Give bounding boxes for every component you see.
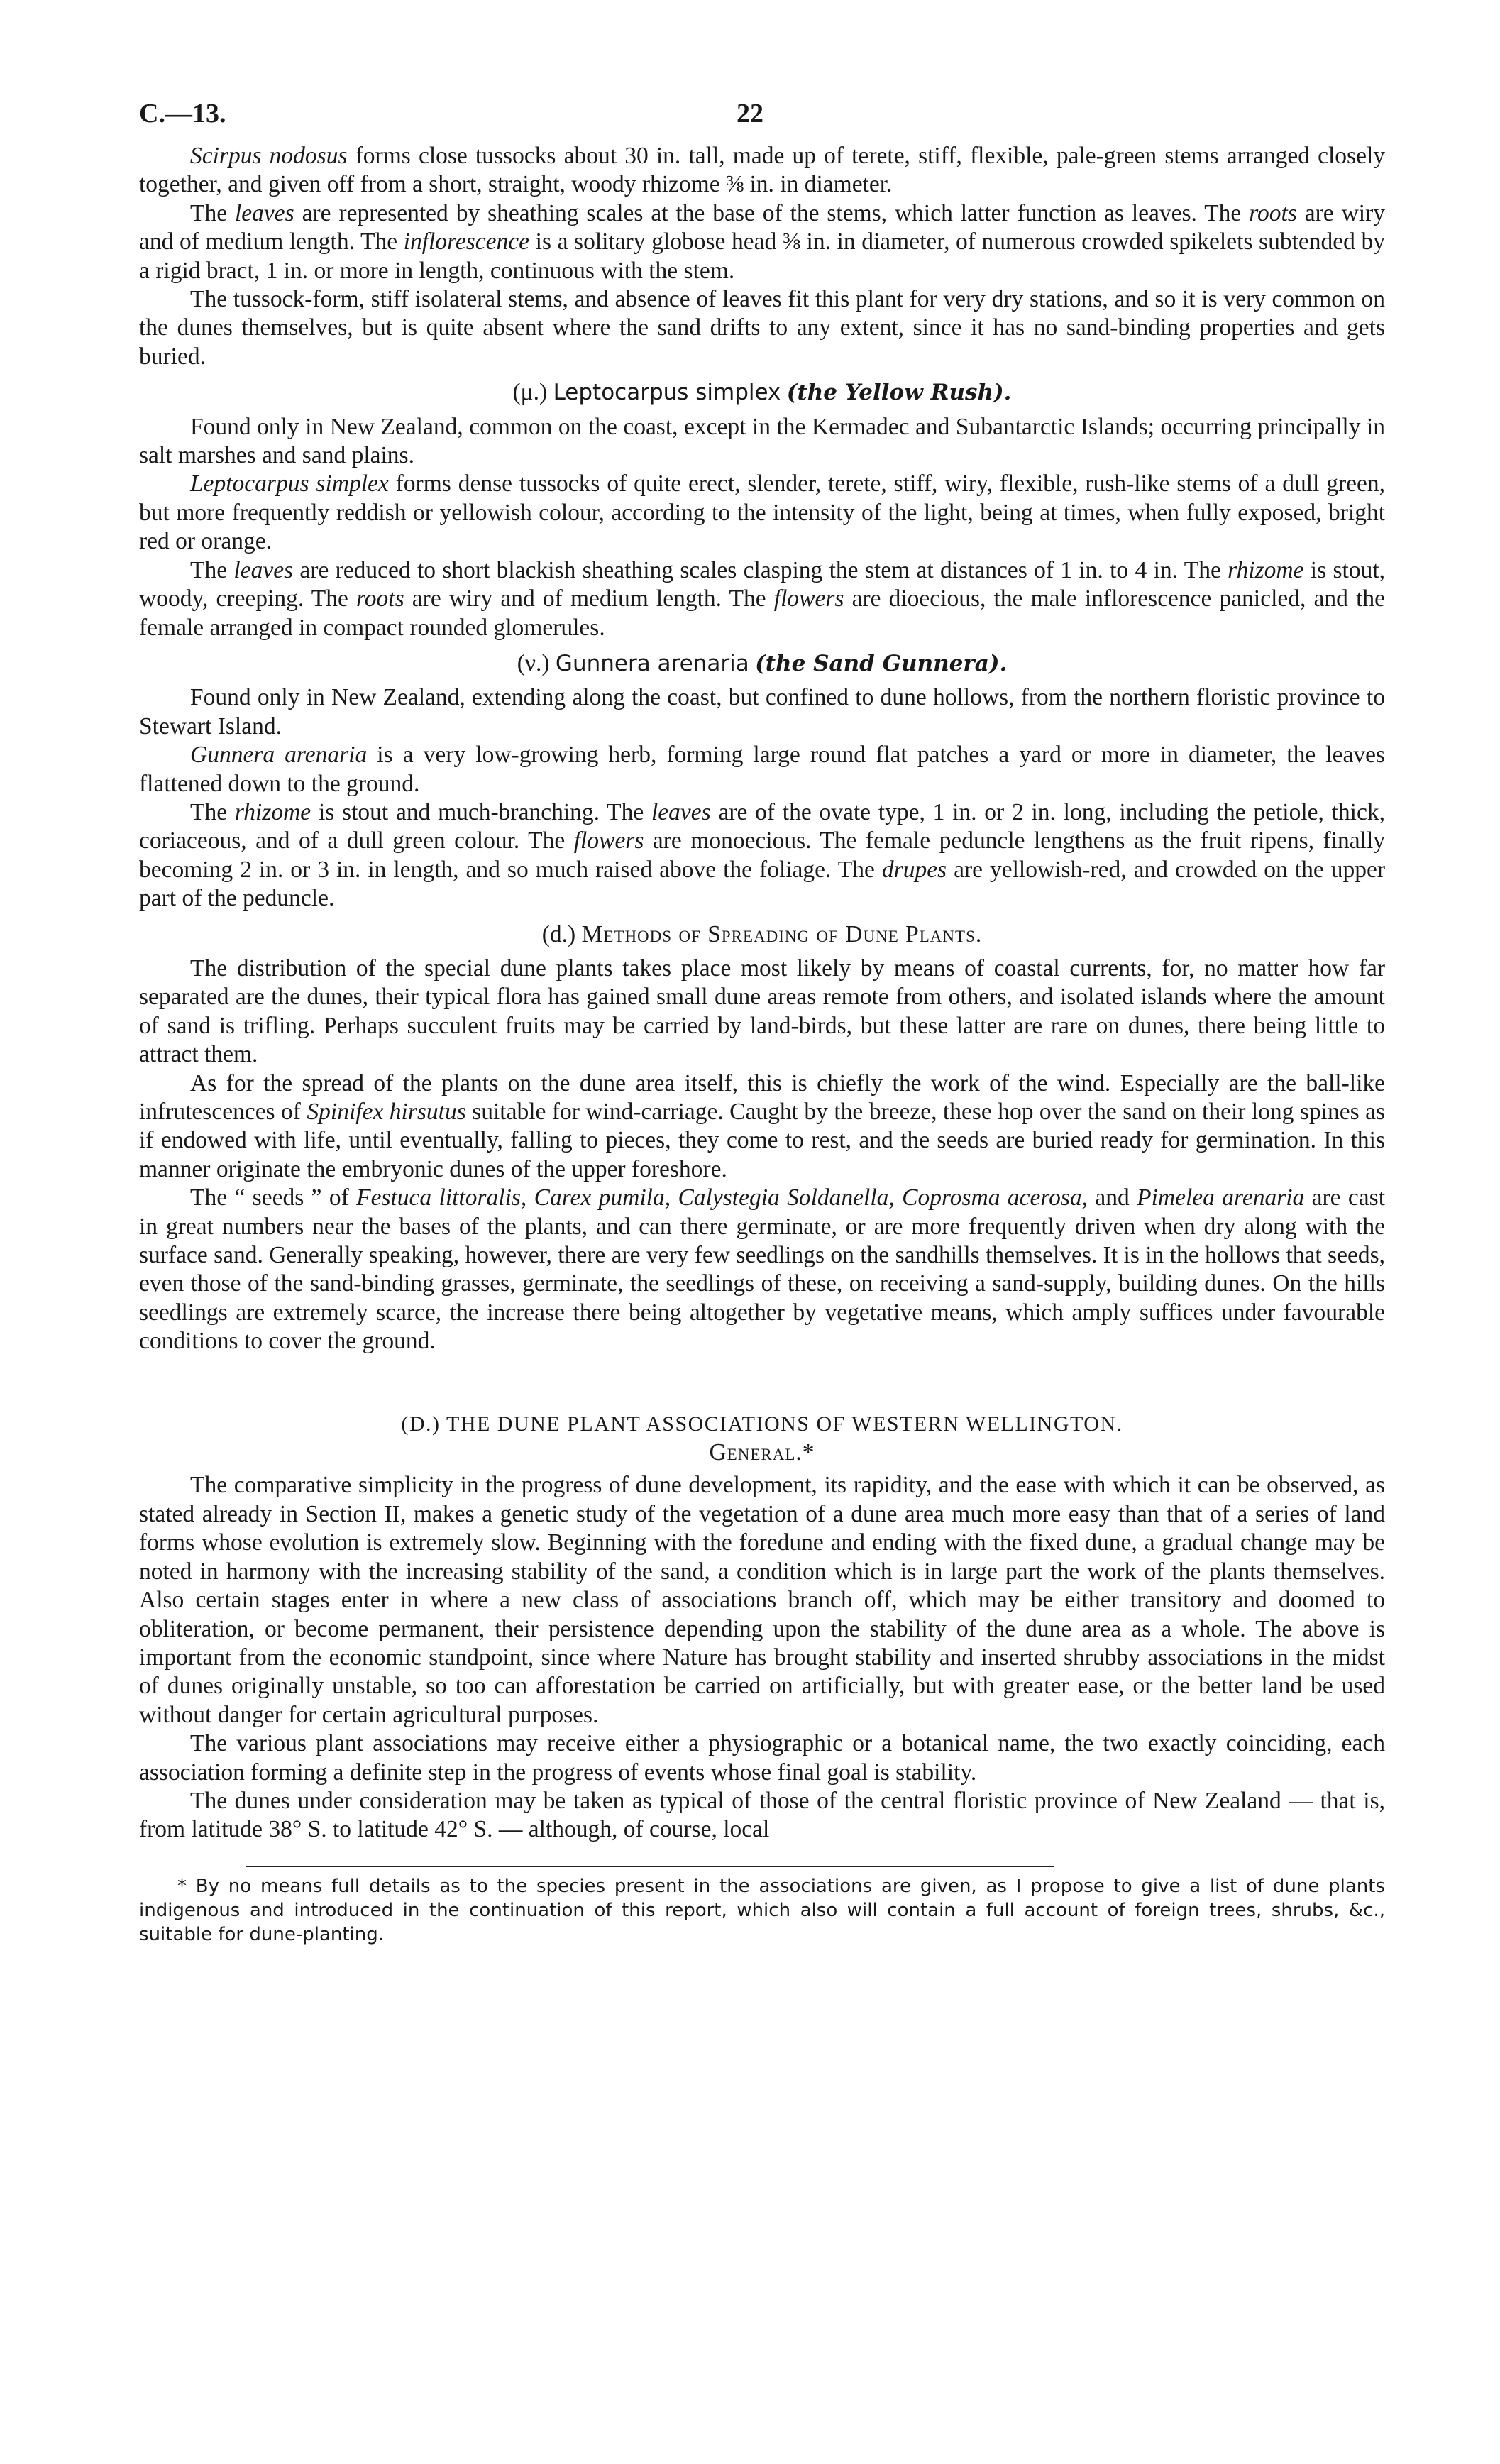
leptocarpus-paragraph-3	[139, 556, 1385, 642]
term-drupes: drupes	[881, 856, 947, 883]
term-leaves: leaves	[235, 199, 294, 226]
section-paragraph-2: The various plant associations may receive either a physiographic or a botanical name, the two exactly coinciding, each association forming a definite step in the progress of events whose final goal is stability.	[139, 1730, 1385, 1786]
paragraph-text: are wiry and of medium length. The	[139, 199, 1385, 255]
heading-species: Leptocarpus simplex	[553, 380, 781, 406]
section-subtitle: General.*	[709, 1439, 815, 1466]
methods-paragraph-3	[139, 1184, 1385, 1355]
footnote-divider	[246, 1866, 1054, 1867]
leptocarpus-heading	[139, 378, 1385, 407]
paragraph-text: As for the spread of the plants on the dune area itself, this is chiefly the work of the wind. Especially are the ball-like infrutescences of	[139, 1069, 1385, 1125]
gunnera-paragraph-1: Found only in New Zealand, extending along the coast, but confined to dune hollows, from the northern floristic province to Stewart Island.	[139, 684, 1385, 739]
paragraph-text: are yellowish-red, and crowded on the upper part of the peduncle.	[139, 856, 1385, 912]
species-name: Scirpus nodosus	[190, 143, 348, 169]
scirpus-paragraph-1	[139, 142, 1385, 199]
heading-number: (d.)	[541, 920, 582, 947]
scirpus-paragraph-2	[139, 199, 1385, 285]
heading-number: (ν.)	[517, 649, 556, 676]
term-flowers: flowers	[573, 827, 644, 854]
term-leaves: leaves	[651, 798, 711, 825]
paragraph-text: The	[190, 798, 235, 825]
term-inflorescence: inflorescence	[403, 229, 530, 255]
methods-paragraph-2	[139, 1069, 1385, 1184]
paragraph-text: are cast in great numbers near the bases of the plants, and can there germinate, or are more frequently driven when dry along with the surface sand. Generally speaking, however, there are very few seedlings on the sandhills themselves. It is in the hollows that seeds, even those of the sand-binding grasses, germinate, the seedlings of these, on receiving a sand-supply, building dunes. On the hills seedlings are extremely scarce, the increase there being altogether by vegetative means, which amply suffices under favourable conditions to cover the ground.	[139, 1184, 1385, 1355]
paragraph-text: and	[1088, 1184, 1137, 1211]
species-name: Gunnera arenaria	[190, 742, 368, 769]
gunnera-paragraph-3	[139, 798, 1385, 913]
paragraph-text: forms dense tussocks of quite erect, slender, terete, stiff, wiry, flexible, rush-like stems of a dull green, but more frequently reddish or yellowish colour, according to the intensity of the light, being at times, when fully exposed, bright red or orange.	[139, 471, 1385, 555]
paragraph-text: The	[190, 556, 234, 583]
species-list: Festuca littoralis, Carex pumila, Calystegia Soldanella, Coprosma acerosa,	[356, 1184, 1088, 1211]
leptocarpus-paragraph-1: Found only in New Zealand, common on the coast, except in the Kermadec and Subantarctic Islands; occurring principally in salt marshes and sand plains.	[139, 413, 1385, 469]
term-roots: roots	[1249, 199, 1297, 226]
paragraph-text: are wiry and of medium length. The	[404, 585, 774, 612]
document-page	[139, 99, 1385, 1947]
species-name: Spinifex hirsutus	[307, 1099, 466, 1125]
species-name: Pimelea arenaria	[1137, 1184, 1305, 1211]
page-number: 22	[737, 99, 763, 128]
methods-heading	[139, 920, 1385, 949]
paragraph-text: is stout and much-branching. The	[311, 798, 651, 825]
section-paragraph-3: The dunes under consideration may be taken as typical of those of the central floristic province of New Zealand — that is, from latitude 38° S. to latitude 42° S. — although, of course, local	[139, 1787, 1385, 1843]
term-rhizome: rhizome	[1228, 556, 1304, 583]
page-header	[139, 99, 1385, 142]
term-rhizome: rhizome	[234, 798, 311, 825]
leptocarpus-paragraph-2	[139, 470, 1385, 556]
term-leaves: leaves	[233, 556, 294, 583]
footnote: * By no means full details as to the species present in the associations are given, as I propose to give a list of dune plants indigenous and introduced in the continuation of this report, which also will contain a full account of foreign trees, shrubs, &c., suitable for dune-planting.	[139, 1875, 1385, 1945]
paragraph-text: is a very low-growing herb, forming large round flat patches a yard or more in diameter, the leaves flattened down to the ground.	[139, 742, 1385, 797]
paragraph-text: suitable for wind-carriage. Caught by the breeze, these hop over the sand on their long spines as if endowed with life, until eventually, falling to pieces, they come to rest, and the seeds are buried ready for germination. In this manner originate the embryonic dunes of the upper foreshore.	[139, 1099, 1385, 1182]
gunnera-heading	[139, 649, 1385, 678]
paragraph-text: are dioecious, the male inflorescence panicled, and the female arranged in compact rounded glomerules.	[139, 585, 1385, 641]
paragraph-text: The “ seeds ” of	[190, 1184, 357, 1211]
paragraph-text: is stout, woody, creeping. The	[139, 556, 1385, 612]
heading-text: Methods of Spreading of Dune Plants.	[581, 920, 983, 947]
paragraph-text: are reduced to short blackish sheathing scales clasping the stem at distances of 1 in. to 4 in. The	[293, 556, 1228, 583]
heading-species: Gunnera arenaria	[555, 650, 749, 676]
paragraph-text: are monoecious. The female peduncle lengthens as the fruit ripens, finally becoming 2 in. or 3 in. in length, and so much raised above the foliage. The	[139, 827, 1386, 883]
paragraph-text: are represented by sheathing scales at the base of the stems, which latter function as leaves. The	[294, 199, 1250, 226]
scirpus-paragraph-3: The tussock-form, stiff isolateral stems, and absence of leaves fit this plant for very dry stations, and so it is very common on the dunes themselves, but is quite absent where the sand drifts to any extent, since it has no sand-binding properties and gets buried.	[139, 286, 1385, 370]
term-roots: roots	[356, 585, 404, 612]
paragraph-text: forms close tussocks about 30 in. tall, made up of terete, stiff, flexible, pale-green stems arranged closely together, and given off from a short, straight, woody rhizome ⅜ in. in diameter.	[139, 143, 1385, 198]
methods-paragraph-1: The distribution of the special dune plants takes place most likely by means of coastal currents, for, no matter how far separated are the dunes, their typical flora has gained small dune areas remote from others, and isolated islands where the amount of sand is trifling. Perhaps succulent fruits may be carried by land-birds, but these latter are rare on dunes, there being little to attract them.	[139, 955, 1385, 1068]
species-name: Leptocarpus simplex	[190, 471, 389, 497]
heading-number: (μ.)	[512, 379, 553, 406]
paragraph-text: are of the ovate type, 1 in. or 2 in. long, including the petiole, thick, coriaceous, and of a dull green colour. The	[139, 798, 1385, 854]
term-flowers: flowers	[773, 585, 844, 612]
section-title: (D.) THE DUNE PLANT ASSOCIATIONS OF WESTERN WELLINGTON.	[401, 1412, 1123, 1436]
section-paragraph-1: The comparative simplicity in the progress of dune development, its rapidity, and the ease with which it can be observed, as stated already in Section II, makes a genetic study of the vegetation of a dune area much more easy than that of a series of land forms whose evolution is extremely slow. Beginning with the foredune and ending with the fixed dune, a gradual change may be noted in harmony with the increasing stability of the sand, a condition which is in large part the work of the plants themselves. Also certain stages enter in where a new class of associations branch off, which may be either transitory and doomed to obliteration, or become permanent, their persistence depending upon the stability of the dune area as a whole. The above is important from the economic standpoint, since where Nature has brought stability and inserted shrubby associations in the midst of dunes originally unstable, so too can afforestation be carried on artificially, but with greater ease, or the better land be used without danger for certain agricultural purposes.	[139, 1472, 1385, 1728]
heading-common-name: (the Yellow Rush).	[786, 380, 1012, 406]
paragraph-text: The	[190, 199, 235, 226]
paragraph-text: is a solitary globose head ⅜ in. in diameter, of numerous crowded spikelets subtended by a rigid bract, 1 in. or more in length, continuous with the stem.	[139, 229, 1385, 284]
heading-common-name: (the Sand Gunnera).	[755, 650, 1008, 676]
document-reference: C.—13.	[139, 99, 226, 128]
gunnera-paragraph-2	[139, 741, 1385, 798]
